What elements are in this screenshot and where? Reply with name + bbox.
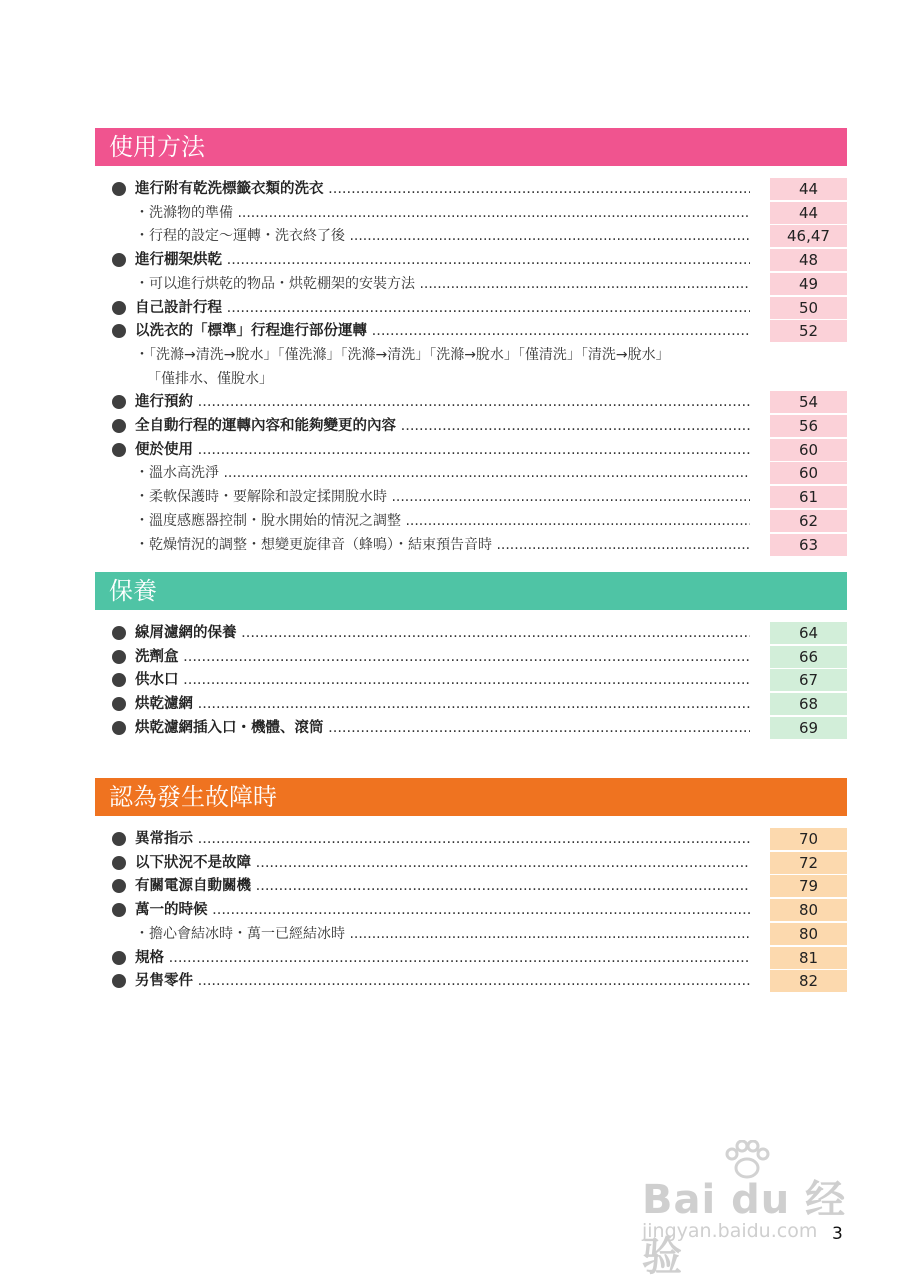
bullet-icon: [112, 301, 126, 315]
toc-entry-title: 自己設計行程 .....: [135, 297, 750, 319]
bullet-icon: [112, 879, 126, 893]
bullet-icon: [112, 443, 126, 457]
bullet-icon: [112, 253, 126, 267]
bullet-icon: [112, 419, 126, 433]
section-usage: [95, 128, 847, 558]
toc-entry-page: 56: [770, 415, 847, 437]
toc-entry-page: 81: [770, 947, 847, 969]
toc-entry-title: ・可以進行烘乾的物品・烘乾棚架的安裝方法 .....: [135, 273, 750, 295]
toc-entry: [95, 947, 847, 969]
toc-entry-title: 洗劑盒 .....: [135, 646, 750, 668]
toc-entry: [95, 923, 847, 945]
toc-entry-title: 有關電源自動關機 .....: [135, 875, 750, 897]
toc-entry-page: 69: [770, 717, 847, 739]
watermark: [642, 1140, 852, 1280]
toc-entry: [95, 534, 847, 556]
toc-entry-page: 80: [770, 899, 847, 921]
toc-entry: [95, 693, 847, 715]
toc-entry-title: 以下狀況不是故障 .....: [135, 852, 750, 874]
section-title: 使用方法: [95, 128, 847, 166]
toc-entry-page: 48: [770, 249, 847, 271]
toc-entry: [95, 622, 847, 644]
toc-entry-title: 規格 .....: [135, 947, 750, 969]
toc-entry-title: 「僅排水、僅脫水」: [147, 370, 273, 387]
toc-entry-page: 80: [770, 923, 847, 945]
toc-entry-title: 進行附有乾洗標籤衣類的洗衣 .....: [135, 178, 750, 200]
toc-entry-title: 便於使用 .....: [135, 439, 750, 461]
toc-entry-page: 62: [770, 510, 847, 532]
toc-entry-page: 68: [770, 693, 847, 715]
toc-entry: [95, 273, 847, 295]
toc-entry-title: ・洗滌物的準備 .....: [135, 202, 750, 224]
toc-entry-page: 61: [770, 486, 847, 508]
bullet-icon: [112, 673, 126, 687]
toc-entry: [95, 828, 847, 850]
toc-entry: [95, 970, 847, 992]
bullet-icon: [112, 395, 126, 409]
toc-entry-title: ・溫度感應器控制・脫水開始的情況之調整 .....: [135, 510, 750, 532]
toc-entry: [95, 646, 847, 668]
bullet-icon: [112, 182, 126, 196]
toc-entry-title: ・乾燥情況的調整・想變更旋律音（蜂鳴）・結束預告音時 .....: [135, 534, 750, 556]
toc-entry-title: 全自動行程的運轉內容和能夠變更的內容 .....: [135, 415, 750, 437]
toc-entry: [95, 852, 847, 874]
toc-entry-page: 67: [770, 669, 847, 691]
toc-entry-title: ・溫水高洗淨 .....: [135, 462, 750, 484]
toc-entry-page: 72: [770, 852, 847, 874]
toc-entry-title: 以洗衣的「標準」行程進行部份運轉 .....: [135, 320, 750, 342]
toc-entry: [95, 391, 847, 413]
toc-entry-page: 60: [770, 462, 847, 484]
bullet-icon: [112, 951, 126, 965]
toc-entry-title: 另售零件 .....: [135, 970, 750, 992]
bullet-icon: [112, 324, 126, 338]
toc-entry-page: 52: [770, 320, 847, 342]
toc-entry: [95, 225, 847, 247]
toc-entry: [95, 669, 847, 691]
toc-entry: [95, 439, 847, 461]
toc-entry: [95, 178, 847, 200]
bullet-icon: [112, 856, 126, 870]
toc-entry: [95, 249, 847, 271]
toc-entry-title: 萬一的時候 .....: [135, 899, 750, 921]
bullet-icon: [112, 721, 126, 735]
toc-entry-page: 44: [770, 178, 847, 200]
toc-entry-page: 49: [770, 273, 847, 295]
toc-entry-title: 異常指示 .....: [135, 828, 750, 850]
toc-entry-title: ・「洗滌→清洗→脫水」「僅洗滌」「洗滌→清洗」「洗滌→脫水」「僅清洗」「清洗→脫水」: [135, 346, 670, 363]
bullet-icon: [112, 974, 126, 988]
toc-entry-page: 70: [770, 828, 847, 850]
watermark-url: jingyan.baidu.com: [642, 1220, 818, 1242]
toc-entry-title: 烘乾濾網插入口・機體、滾筒 .....: [135, 717, 750, 739]
toc-entry-page: 44: [770, 202, 847, 224]
section-title: 認為發生故障時: [95, 778, 847, 816]
bullet-icon: [112, 697, 126, 711]
toc-entry: [95, 297, 847, 319]
toc-entry-title: ・行程的設定～運轉・洗衣終了後 .....: [135, 225, 750, 247]
toc-entry: [95, 899, 847, 921]
toc-entry-page: 63: [770, 534, 847, 556]
toc-entry-title: 進行棚架烘乾 .....: [135, 249, 750, 271]
toc-entry-page: 66: [770, 646, 847, 668]
toc-entry-title: 進行預約 .....: [135, 391, 750, 413]
toc-entry-page: 46,47: [770, 225, 847, 247]
toc-entry: [95, 717, 847, 739]
toc-entry-page: 54: [770, 391, 847, 413]
section-troubleshooting: [95, 778, 847, 998]
toc-entry: [95, 368, 847, 390]
toc-entry-page: 79: [770, 875, 847, 897]
toc-entry: [95, 486, 847, 508]
toc-entry-title: 烘乾濾網 .....: [135, 693, 750, 715]
bullet-icon: [112, 626, 126, 640]
bullet-icon: [112, 832, 126, 846]
toc-entry: [95, 462, 847, 484]
toc-entry-page: 82: [770, 970, 847, 992]
toc-entry: [95, 202, 847, 224]
watermark-logo: Bai du 经验: [642, 1177, 847, 1280]
toc-entry: [95, 320, 847, 342]
toc-entry-page: 64: [770, 622, 847, 644]
toc-entry-title: 供水口 .....: [135, 669, 750, 691]
toc-entry: [95, 415, 847, 437]
toc-entry-page: 50: [770, 297, 847, 319]
toc-entry-title: ・柔軟保護時・要解除和設定揉開脫水時 .....: [135, 486, 750, 508]
section-maintenance: [95, 572, 847, 742]
bullet-icon: [112, 903, 126, 917]
bullet-icon: [112, 650, 126, 664]
toc-entry-title: 線屑濾網的保養 .....: [135, 622, 750, 644]
toc-entry-title: ・擔心會結冰時・萬一已經結冰時 .....: [135, 923, 750, 945]
toc-entry-page: 60: [770, 439, 847, 461]
toc-entry: [95, 875, 847, 897]
page-number: 3: [832, 1224, 843, 1244]
toc-entry: [95, 344, 847, 366]
section-title: 保養: [95, 572, 847, 610]
toc-entry: [95, 510, 847, 532]
